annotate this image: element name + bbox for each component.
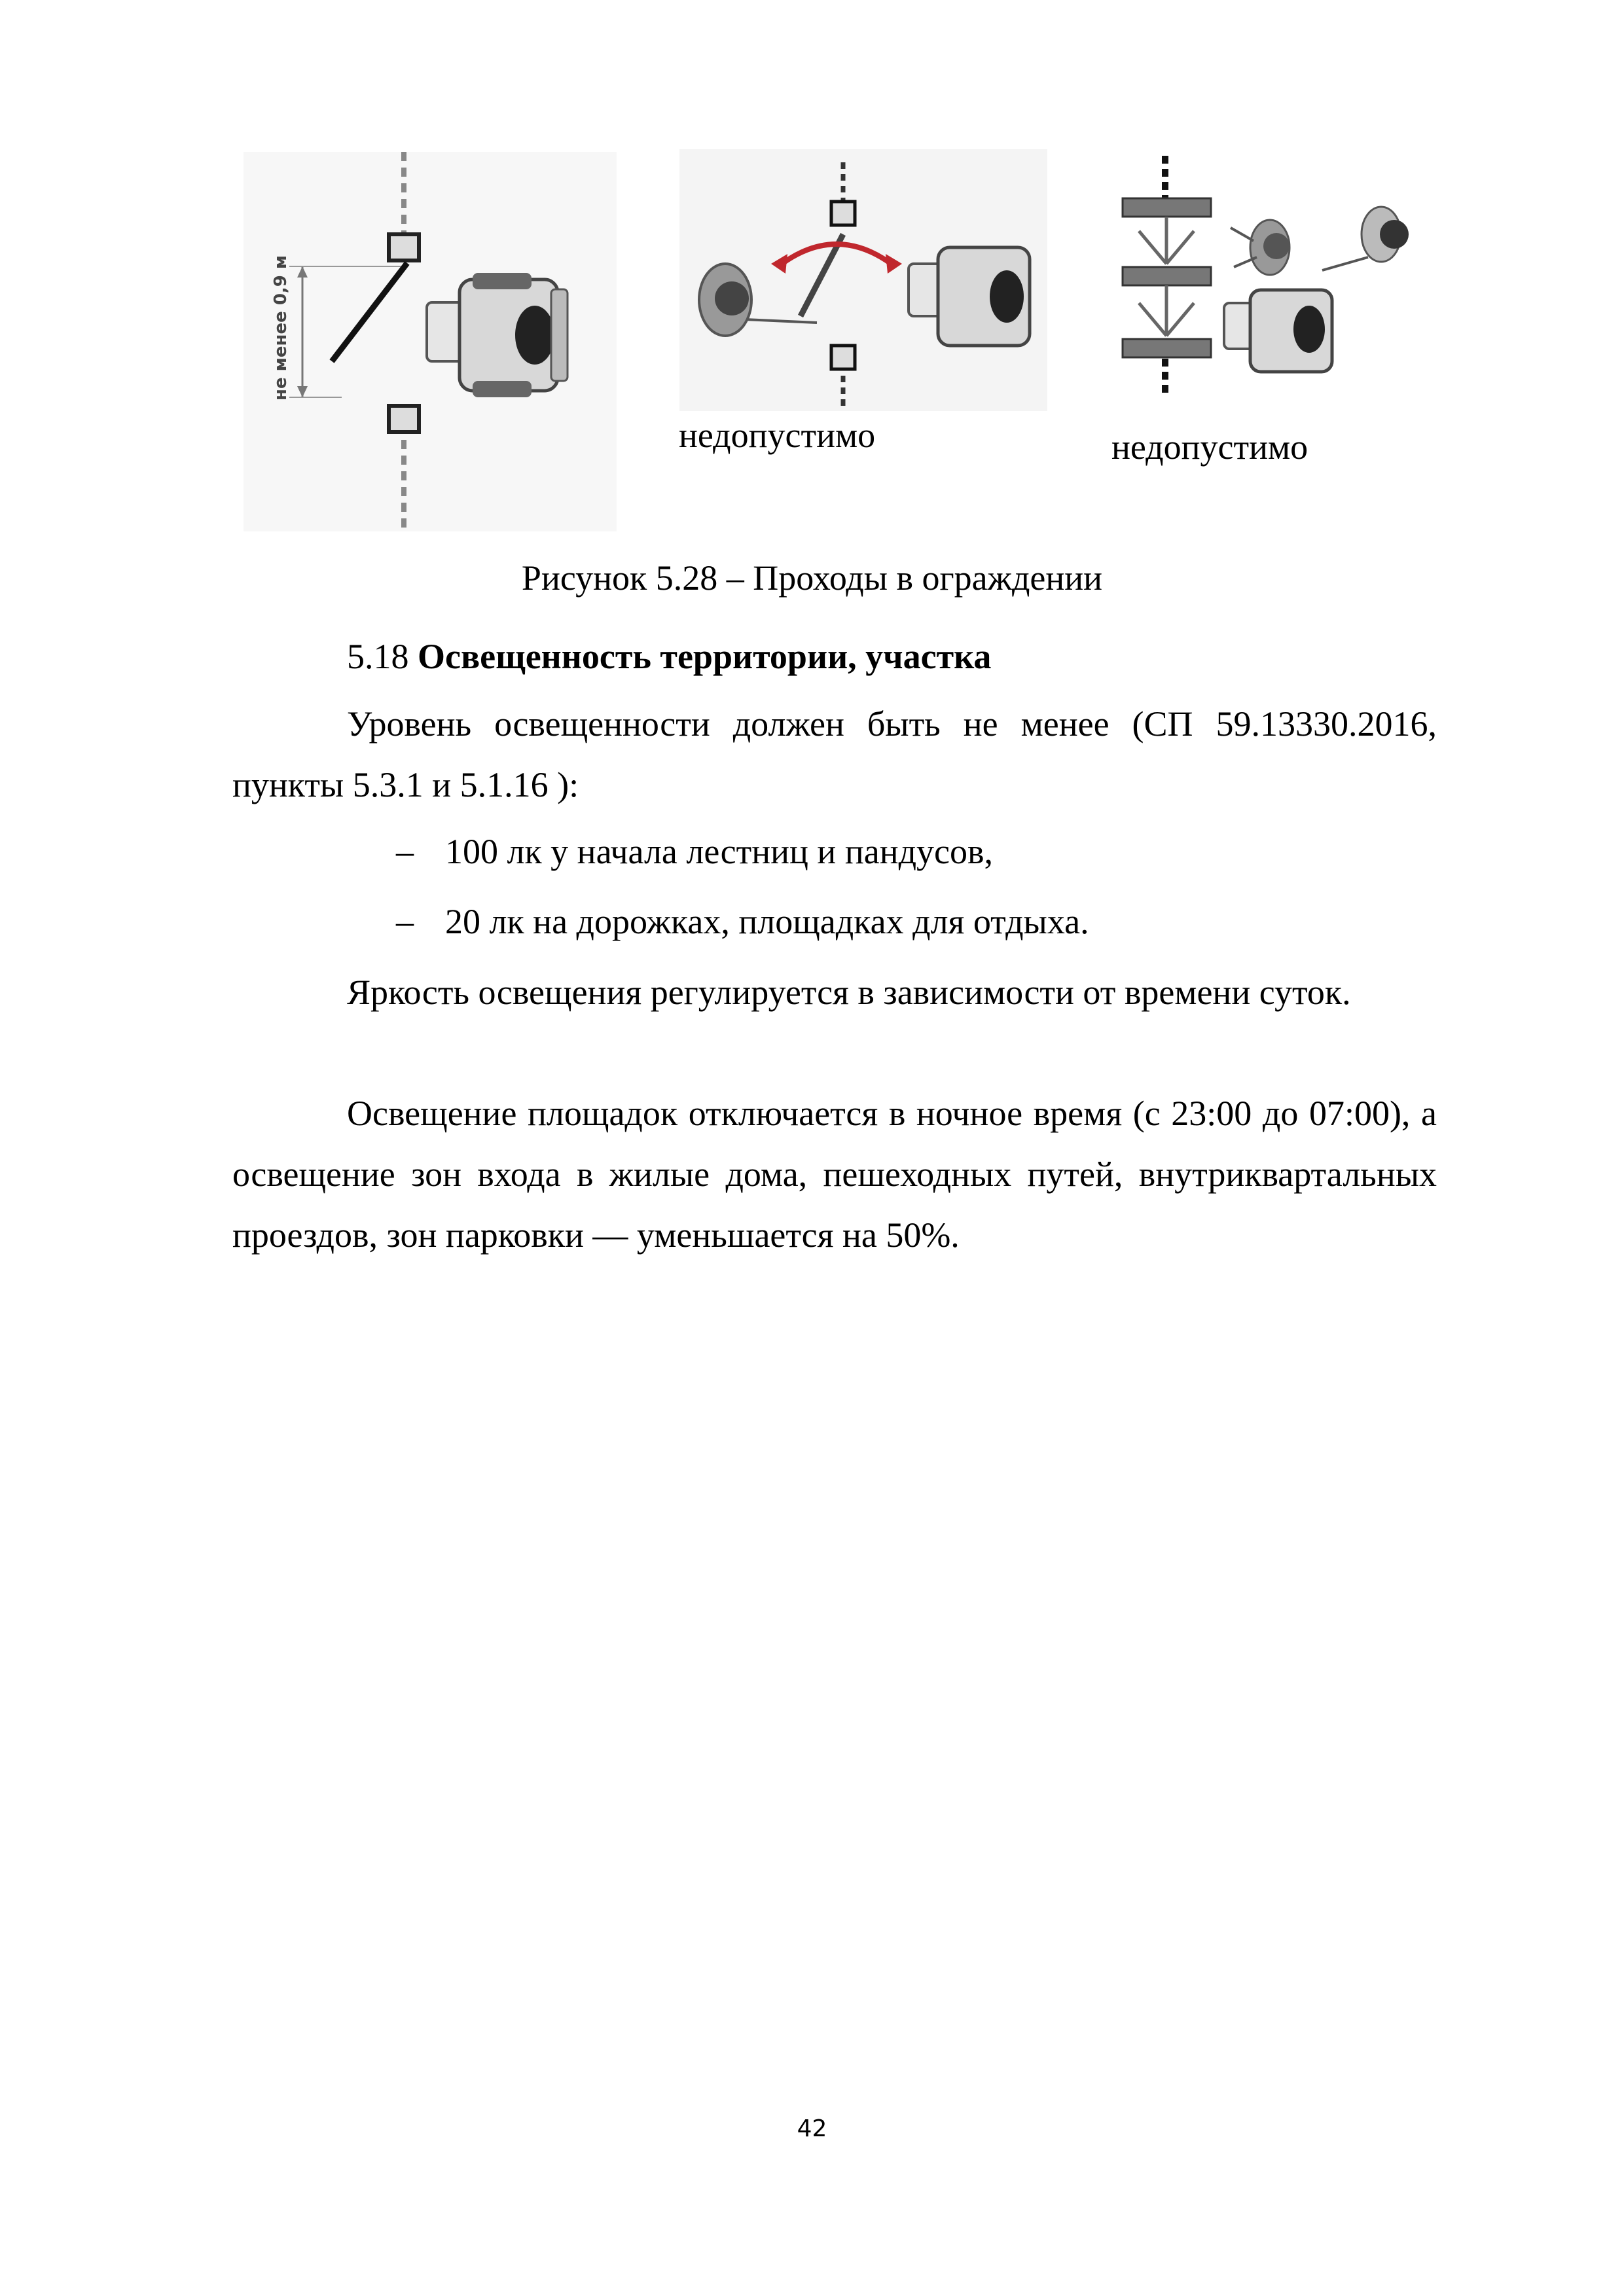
section-number: 5.18	[347, 637, 409, 676]
barrier-top-icon	[1123, 198, 1211, 217]
wheelchair-passage-diagram	[244, 152, 617, 531]
fence-post-top-icon	[389, 234, 419, 260]
paragraph	[232, 694, 1437, 816]
wheelchair-user-icon	[909, 247, 1030, 346]
barrier-middle-icon	[1123, 267, 1211, 285]
turnstile-diagram	[1106, 149, 1447, 411]
list-item	[396, 891, 1089, 952]
not-permitted-label: недопустимо	[1111, 427, 1308, 467]
figure-panel-turnstile	[1106, 149, 1447, 411]
barrier-bottom-icon	[1123, 339, 1211, 357]
fence-post-bottom-icon	[389, 406, 419, 432]
list-item	[396, 821, 993, 882]
list-item-text: 100 лк у начала лестниц и пандусов,	[445, 832, 994, 871]
paragraph-text: Яркость освещения регулируется в зависимости от времени суток.	[347, 973, 1351, 1012]
dimension-label: не менее 0,9 м	[271, 255, 291, 401]
section-title: Освещенность территории, участка	[418, 637, 992, 676]
list-dash: –	[396, 832, 414, 871]
figure-caption: Рисунок 5.28 – Проходы в ограждении	[521, 558, 1103, 598]
figure-panel-passage-width	[244, 152, 617, 531]
paragraph	[232, 962, 1437, 1023]
page-number: 42	[797, 2115, 827, 2142]
figure-panel-swing-gate	[679, 149, 1047, 411]
paragraph-text: Уровень освещенности должен быть не менее (СП 59.13330.2016, пункты 5.3.1 и 5.1.16 ):	[232, 704, 1437, 804]
post-top-icon	[831, 202, 855, 225]
not-permitted-label: недопустимо	[679, 416, 876, 455]
pedestrian-icons	[1231, 207, 1409, 275]
list-item-text: 20 лк на дорожках, площадках для отдыха.	[445, 902, 1089, 941]
wheelchair-user-icon	[427, 273, 568, 397]
paragraph	[232, 1083, 1437, 1266]
pedestrian-icon	[699, 264, 751, 336]
gate-leaf-icon	[332, 263, 407, 361]
swing-gate-diagram	[679, 149, 1047, 411]
wheelchair-user-icon	[1224, 290, 1332, 372]
paragraph-text: Освещение площадок отключается в ночное время (с 23:00 до 07:00), а освещение зон входа в жилые дома, пешеходных путей, внутриквартальных проездов, зон парковки — уменьшается на 50%.	[232, 1094, 1437, 1255]
post-bottom-icon	[831, 346, 855, 369]
list-dash: –	[396, 902, 414, 941]
section-heading	[347, 636, 991, 677]
